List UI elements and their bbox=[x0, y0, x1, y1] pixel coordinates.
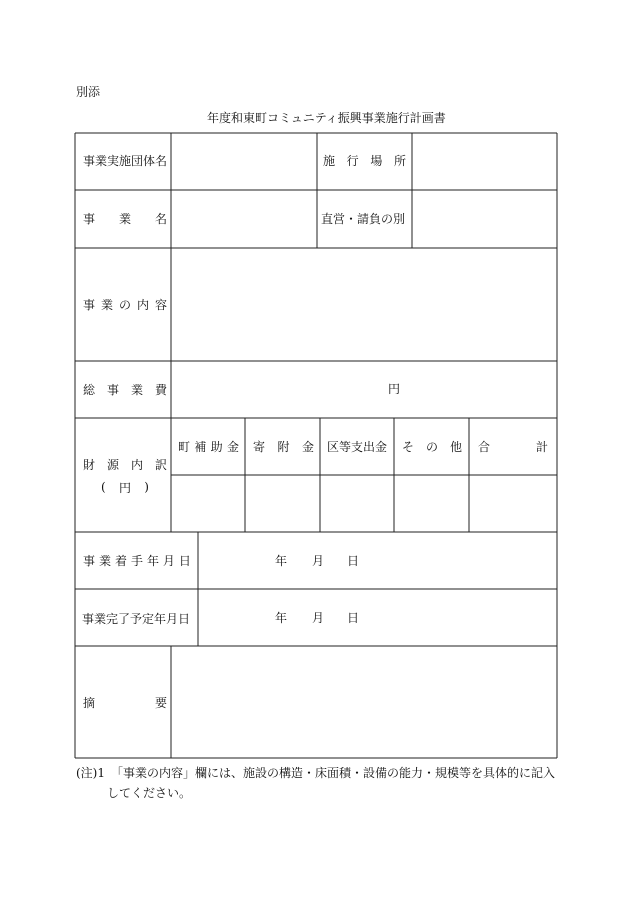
label-char: の bbox=[425, 439, 438, 454]
total-cost-unit: 円 bbox=[388, 382, 401, 396]
label-summary bbox=[83, 694, 167, 710]
funding-header-town-subsidy bbox=[178, 438, 239, 454]
project-entity-field[interactable] bbox=[172, 134, 316, 189]
direct-contract-field[interactable] bbox=[413, 191, 556, 247]
label-char: 要 bbox=[154, 695, 167, 710]
funding-total-field[interactable] bbox=[470, 476, 556, 531]
label-char: 内 bbox=[130, 457, 143, 472]
label-char: 業 bbox=[118, 211, 131, 226]
label-char: 寄 bbox=[253, 439, 266, 454]
funding-header-other bbox=[402, 438, 462, 454]
note-line-2: してください。 bbox=[107, 786, 192, 800]
label-char: 円 bbox=[118, 480, 131, 495]
label-char: 費 bbox=[154, 382, 167, 397]
start-date-day: 日 bbox=[347, 554, 360, 568]
label-char: 内 bbox=[136, 297, 149, 312]
label-char: 日 bbox=[178, 553, 191, 568]
label-char: 業 bbox=[98, 553, 111, 568]
funding-donation-field[interactable] bbox=[246, 476, 319, 531]
label-start-date bbox=[83, 552, 191, 568]
summary-field[interactable] bbox=[172, 647, 556, 757]
label-char: 他 bbox=[449, 439, 462, 454]
label-char: 施 bbox=[323, 153, 336, 168]
label-char: そ bbox=[402, 439, 415, 454]
label-char: 金 bbox=[226, 439, 239, 454]
funding-header-total bbox=[478, 438, 548, 454]
location-field[interactable] bbox=[413, 134, 556, 189]
project-name-field[interactable] bbox=[172, 191, 316, 247]
label-project-name bbox=[83, 210, 167, 226]
label-content bbox=[83, 296, 167, 312]
label-end-date: 事業完了予定年月日 bbox=[82, 611, 191, 626]
label-project-entity: 事業実施団体名 bbox=[83, 153, 168, 168]
label-char: 訳 bbox=[154, 457, 167, 472]
label-char: 金 bbox=[301, 439, 314, 454]
label-char: 事 bbox=[83, 553, 96, 568]
end-date-year: 年 bbox=[275, 611, 288, 625]
label-char: 財 bbox=[83, 457, 96, 472]
label-char: 月 bbox=[162, 553, 175, 568]
label-char: 源 bbox=[106, 457, 119, 472]
start-date-year: 年 bbox=[275, 554, 288, 568]
label-char: 行 bbox=[346, 153, 359, 168]
total-cost-field[interactable] bbox=[172, 362, 382, 417]
label-char: 業 bbox=[100, 297, 113, 312]
label-funding bbox=[83, 456, 167, 472]
end-date-day: 日 bbox=[347, 611, 360, 625]
label-char: 名 bbox=[154, 211, 167, 226]
label-char: 場 bbox=[370, 153, 383, 168]
funding-header-donation bbox=[253, 438, 314, 454]
funding-header-district: 区等支出金 bbox=[327, 439, 388, 454]
label-char: 摘 bbox=[83, 695, 96, 710]
label-char: 年 bbox=[146, 553, 159, 568]
label-char: 着 bbox=[114, 553, 127, 568]
label-char: 補 bbox=[194, 439, 207, 454]
label-char: ) bbox=[144, 480, 149, 494]
label-char: 事 bbox=[106, 382, 119, 397]
label-location bbox=[323, 152, 406, 168]
funding-town-subsidy-field[interactable] bbox=[172, 476, 244, 531]
label-char: 助 bbox=[210, 439, 223, 454]
label-char: 事 bbox=[83, 211, 96, 226]
label-char: の bbox=[118, 297, 131, 312]
label-direct-contract: 直営・請負の別 bbox=[321, 211, 406, 226]
content-field[interactable] bbox=[172, 249, 556, 360]
end-date-month: 月 bbox=[312, 611, 325, 625]
label-char: 附 bbox=[277, 439, 290, 454]
label-char: 所 bbox=[393, 153, 406, 168]
label-char: 容 bbox=[154, 297, 167, 312]
label-char: ( bbox=[101, 480, 106, 494]
end-date-field[interactable] bbox=[199, 590, 556, 645]
form-title: 年度和東町コミュニティ振興事業施行計画書 bbox=[207, 111, 446, 125]
note-line-1: (注)1 「事業の内容」欄には、施設の構造・床面積・設備の能力・規模等を具体的に記入 bbox=[76, 766, 556, 780]
start-date-field[interactable] bbox=[199, 533, 556, 588]
funding-other-field[interactable] bbox=[395, 476, 468, 531]
label-char: 業 bbox=[130, 382, 143, 397]
label-char: 合 bbox=[478, 439, 491, 454]
label-char: 計 bbox=[535, 439, 548, 454]
label-funding-unit bbox=[101, 479, 149, 495]
label-char: 総 bbox=[83, 382, 96, 397]
label-char: 町 bbox=[178, 439, 191, 454]
label-char: 手 bbox=[130, 553, 143, 568]
start-date-month: 月 bbox=[312, 554, 325, 568]
funding-district-field[interactable] bbox=[321, 476, 393, 531]
label-total-cost bbox=[83, 381, 167, 397]
attachment-label: 別添 bbox=[76, 85, 101, 99]
label-char: 事 bbox=[83, 297, 96, 312]
